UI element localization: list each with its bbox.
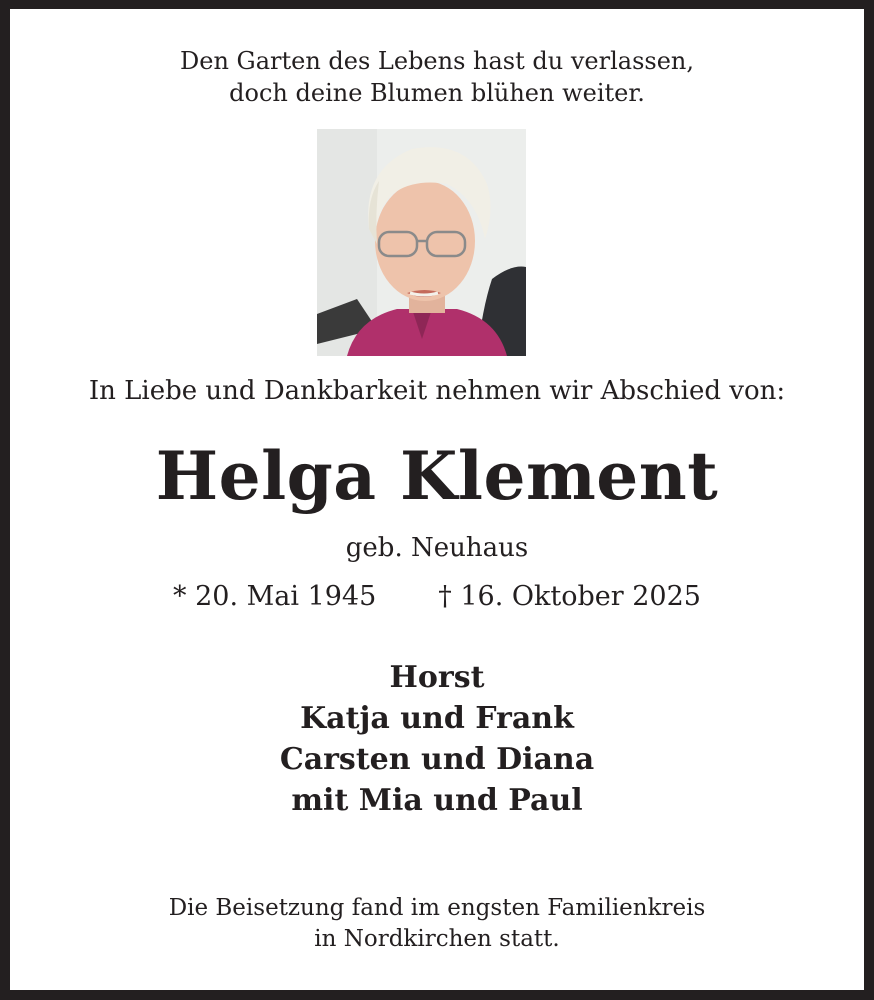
birth-date: * 20. Mai 1945 (173, 581, 377, 612)
family-member: Katja und Frank (300, 701, 574, 736)
family-member: Horst (389, 660, 485, 695)
verse (0, 45, 874, 109)
verse-line-2: doch deine Blumen blühen weiter. (229, 79, 645, 107)
death-date: † 16. Oktober 2025 (438, 581, 701, 612)
burial-note-line-2: in Nordkirchen statt. (314, 926, 560, 952)
verse-line-1: Den Garten des Lebens hast du verlassen, (180, 47, 694, 75)
life-dates (0, 578, 874, 616)
burial-note (0, 893, 874, 955)
family-member: Carsten und Diana (279, 742, 595, 777)
burial-note-line-1: Die Beisetzung fand im engsten Familienkreis (168, 895, 706, 921)
intro-text: In Liebe und Dankbarkeit nehmen wir Abschied von: (88, 376, 786, 406)
deceased-name: Helga Klement (155, 437, 719, 515)
family-member: mit Mia und Paul (291, 783, 583, 818)
family-list (0, 657, 874, 821)
portrait-photo (317, 129, 526, 356)
maiden-name: geb. Neuhaus (345, 533, 529, 563)
